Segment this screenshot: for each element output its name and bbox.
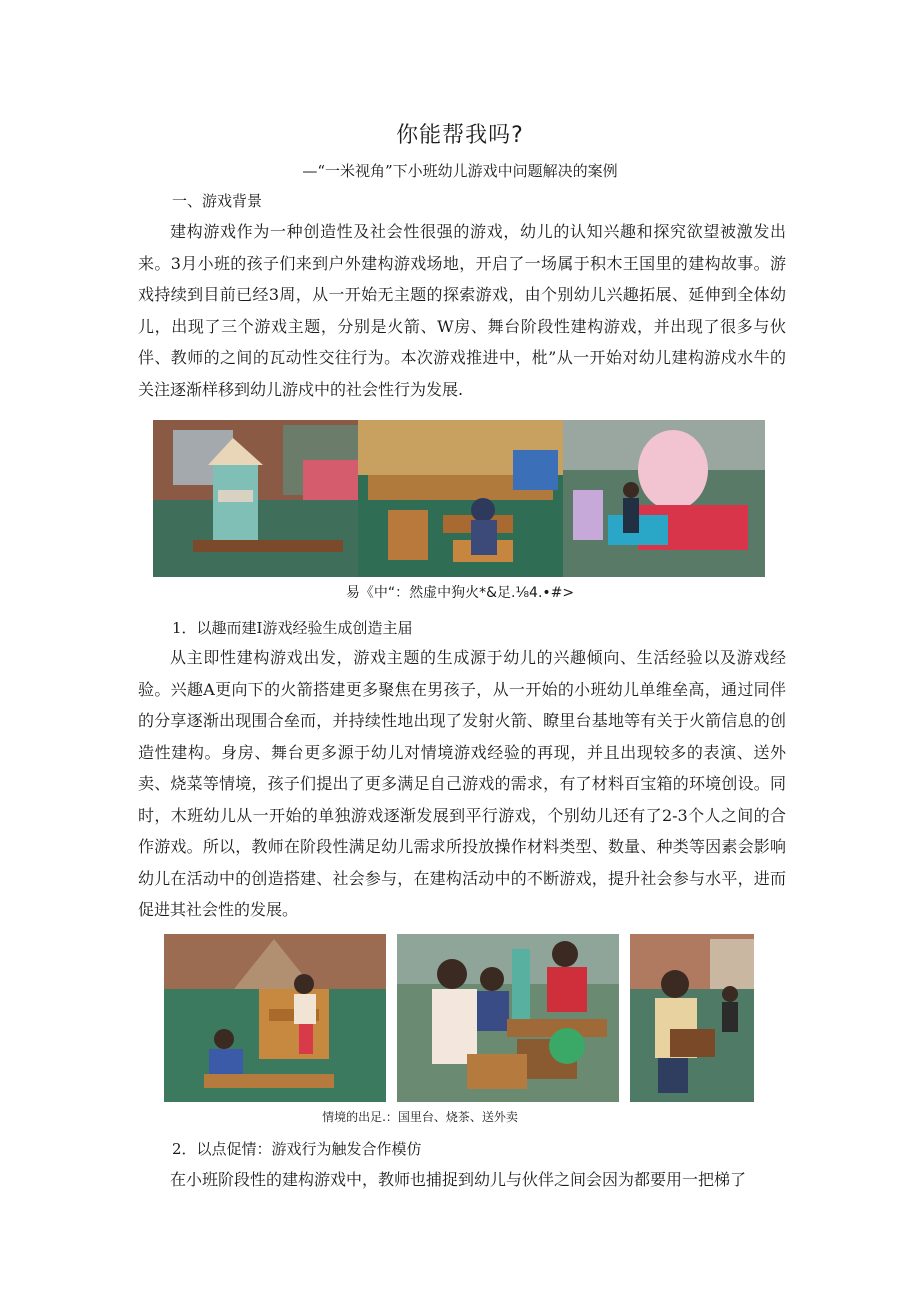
document-title: 你能帮我吗? <box>396 123 524 148</box>
section-heading-cooperation: 2．以点促情：游戏行为触发合作模仿 <box>172 1140 422 1158</box>
section-heading-background: 一、游戏背景 <box>172 192 263 210</box>
paragraph-interest: 从主即性建构游戏出发，游戏主题的生成源于幼儿的兴趣倾向、生活经验以及游戏经验。兴趣A更向下的火箭搭建更多聚焦在男孩子，从一开始的小班幼儿单维垒高，通过同伴的分享逐渐出现围合垒而，并持续性地出现了发射火箭、瞭里台基地等有关于火箭信息的创造性建构。身房、舞台更多源于幼儿对情境游戏经验的再现，并且出现较多的表演、送外卖、烧菜等情境，孩子们提出了更多满足自己游戏的需求，有了材料百宝箱的环境创设。同时，木班幼儿从一开始的单独游戏逐渐发展到平行游戏，个别幼儿还有了2-3个人之间的合作游戏。所以，教师在阶段性满足幼儿需求所投放操作材料类型、数量、种类等因素会影响幼儿在活动中的创造搭建、社会参与，在建构活动中的不断游戏，提升社会参与水平，进而促进其社会性的发展。 <box>138 648 786 919</box>
photo-child-carrying-block <box>630 934 754 1102</box>
paragraph-background: 建构游戏作为一种创造性及社会性很强的游戏，幼儿的认知兴趣和探究欲望被激发出来。3月小班的孩子们来到户外建构游戏场地，开启了一场属于积木王国里的建构故事。游戏持续到目前已经3周，从一开始无主题的探索游戏，由个别幼儿兴趣拓展、延伸到全体幼儿，出现了三个游戏主题，分别是火箭、W房、舞台阶段性建构游戏，并出现了很多与伙伴、教师的之间的瓦动性交往行为。本次游戏推进中，枇”从一开始对幼儿建构游戍水牛的关注逐渐样移到幼儿游戍中的社会性行为发展. <box>138 222 786 399</box>
document-subtitle: —“一米视角”下小班幼儿游戏中问题解决的案例 <box>302 162 618 180</box>
figure-caption-1: 易《中“：然虚中狗火*&足.⅛4.•#> <box>345 585 575 601</box>
paragraph-cooperation: 在小班阶段性的建构游戏中，教师也捕捉到幼儿与伙伴之间会因为都要用一把梯了 <box>170 1170 747 1189</box>
photo-children-climbing-blocks <box>164 934 386 1102</box>
section-heading-interest: 1．以趣而建I游戏经验生成创造主届 <box>172 619 413 637</box>
photo-children-building-together <box>397 934 619 1102</box>
photo-construction-area-panorama <box>153 420 765 577</box>
figure-caption-2: 情境的出足.：国里台、烧茶、送外卖 <box>322 1110 518 1124</box>
